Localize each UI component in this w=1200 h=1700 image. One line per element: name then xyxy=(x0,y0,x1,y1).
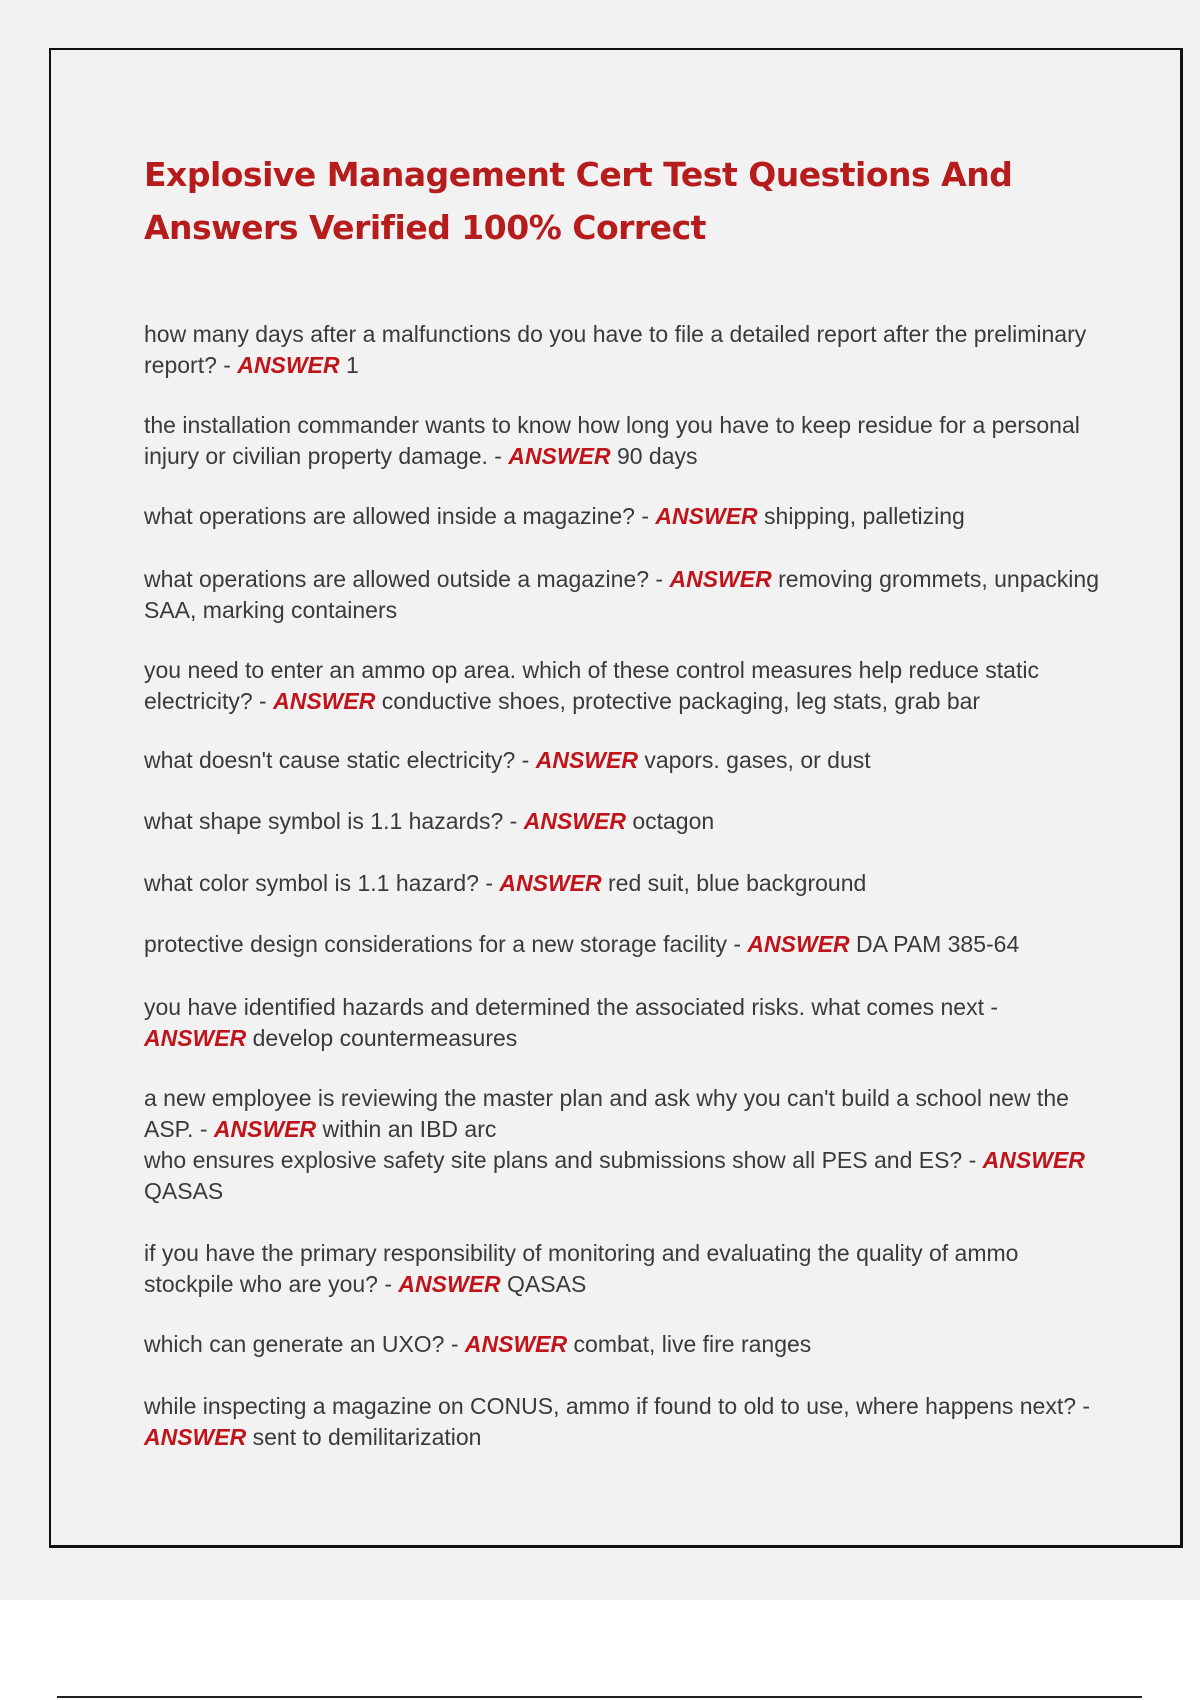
question-text: protective design considerations for a new storage facility - xyxy=(144,931,748,957)
question-text: which can generate an UXO? - xyxy=(144,1331,465,1357)
qa-item xyxy=(144,929,1104,960)
answer-text: removing grommets, unpacking SAA, marking containers xyxy=(144,566,1099,623)
answer-text: develop countermeasures xyxy=(246,1025,518,1051)
question-text: the installation commander wants to know how long you have to keep residue for a personal injury or civilian property damage. - xyxy=(144,412,1080,469)
qa-item xyxy=(144,745,1104,776)
answer-label: ANSWER xyxy=(213,1116,317,1142)
answer-text: red suit, blue background xyxy=(601,870,867,896)
document-title: Explosive Management Cert Test Questions And Answers Verified 100% Correct xyxy=(144,155,1013,247)
qa-item xyxy=(144,806,1104,837)
answer-text: combat, live fire ranges xyxy=(567,1331,812,1357)
qa-item xyxy=(144,1329,1104,1360)
answer-text: 1 xyxy=(339,352,359,378)
answer-label: ANSWER xyxy=(982,1147,1085,1173)
answer-label: ANSWER xyxy=(535,747,638,773)
answer-label: ANSWER xyxy=(144,1025,247,1051)
answer-label: ANSWER xyxy=(464,1331,568,1357)
question-text: how many days after a malfunctions do you have to file a detailed report after the preliminary report? - xyxy=(144,321,1087,378)
qa-item xyxy=(144,992,1104,1054)
question-text: you need to enter an ammo op area. which of these control measures help reduce static electricity? - xyxy=(144,657,1039,714)
question-text: what doesn't cause static electricity? - xyxy=(144,747,536,773)
answer-text: QASAS xyxy=(500,1271,587,1297)
qa-item xyxy=(144,564,1104,626)
qa-item xyxy=(144,501,1104,532)
answer-text: conductive shoes, protective packaging, leg stats, grab bar xyxy=(375,688,981,714)
answer-label: ANSWER xyxy=(669,566,772,592)
answer-label: ANSWER xyxy=(398,1271,501,1297)
question-text: what operations are allowed inside a magazine? - xyxy=(144,503,656,529)
qa-item xyxy=(144,410,1104,472)
qa-item xyxy=(144,1238,1104,1300)
qa-item xyxy=(144,319,1104,381)
answer-text: shipping, palletizing xyxy=(757,503,965,529)
answer-text: vapors. gases, or dust xyxy=(637,747,871,773)
answer-text: sent to demilitarization xyxy=(246,1424,482,1450)
question-text: if you have the primary responsibility of monitoring and evaluating the quality of ammo stockpile who are you? - xyxy=(144,1240,1019,1297)
qa-item xyxy=(144,868,1104,899)
answer-label: ANSWER xyxy=(273,688,376,714)
question-text: what shape symbol is 1.1 hazards? - xyxy=(144,808,524,834)
answer-text: DA PAM 385-64 xyxy=(849,931,1020,957)
answer-label: ANSWER xyxy=(144,1424,247,1450)
document-page xyxy=(49,48,1183,1548)
question-text: what operations are allowed outside a magazine? - xyxy=(144,566,670,592)
answer-label: ANSWER xyxy=(237,352,340,378)
answer-text: QASAS xyxy=(144,1178,224,1204)
qa-item xyxy=(144,1145,1104,1207)
question-text: who ensures explosive safety site plans and submissions show all PES and ES? - xyxy=(144,1147,983,1173)
question-text: what color symbol is 1.1 hazard? - xyxy=(144,870,500,896)
question-text: while inspecting a magazine on CONUS, ammo if found to old to use, where happens next? - xyxy=(144,1393,1091,1419)
qa-item xyxy=(144,655,1104,717)
question-text: you have identified hazards and determined the associated risks. what comes next - xyxy=(144,994,999,1020)
qa-item xyxy=(144,1391,1104,1453)
answer-label: ANSWER xyxy=(747,931,850,957)
answer-text: octagon xyxy=(625,808,715,834)
qa-item xyxy=(144,1083,1104,1145)
footer-divider xyxy=(57,1696,1142,1698)
answer-text: within an IBD arc xyxy=(316,1116,497,1142)
answer-label: ANSWER xyxy=(655,503,758,529)
answer-label: ANSWER xyxy=(523,808,626,834)
question-text: a new employee is reviewing the master plan and ask why you can't build a school new the ASP. - xyxy=(144,1085,1069,1142)
answer-text: 90 days xyxy=(610,443,698,469)
answer-label: ANSWER xyxy=(499,870,602,896)
answer-label: ANSWER xyxy=(508,443,611,469)
